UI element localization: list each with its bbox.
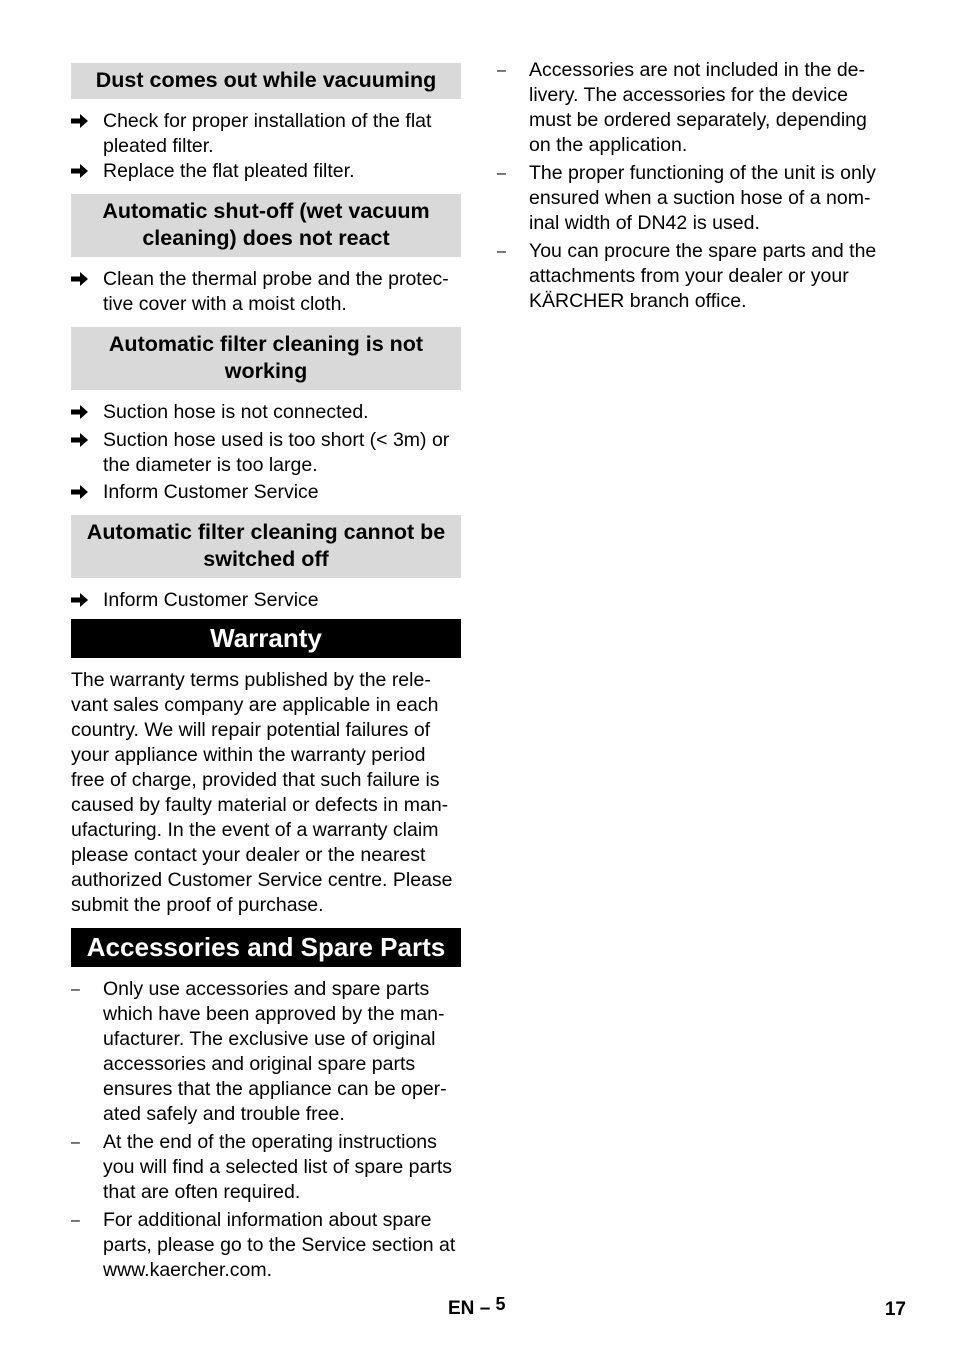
page-number: 17: [884, 1299, 906, 1320]
list-item: – The proper functioning of the unit is only ensured when a suction hose of a nom- inal width of DN42 is used.: [497, 162, 876, 234]
dash-marker: –: [497, 62, 506, 79]
list-item: – At the end of the operating instructions you will find a selected list of spare parts that are often required.: [71, 1131, 453, 1203]
right-notes-list: [497, 58, 889, 314]
list-item: – Only use accessories and spare parts which have been approved by the man- ufacturer. The exclusive use of original accessories and original spare parts ensures that the appliance can be oper- ated safely and trouble free.: [71, 978, 447, 1125]
dash-marker: –: [497, 243, 506, 260]
list-item: Clean the thermal probe and the protec- tive cover with a moist cloth.: [71, 267, 461, 317]
list-item: Suction hose used is too short (< 3m) or the diameter is too large.: [71, 428, 461, 478]
left-column: [71, 63, 461, 1283]
heading-auto-shutoff: Automatic shut-off (wet vacuum cleaning) does not react: [71, 194, 461, 257]
arrow-right-icon: [71, 588, 97, 613]
filter-cannot-switch-off-list: [71, 588, 461, 613]
dash-marker: –: [71, 981, 80, 998]
list-item: – For additional information about spare parts, please go to the Service section at www.kaercher.com.: [71, 1209, 456, 1281]
list-item: Inform Customer Service: [71, 588, 461, 613]
heading-warranty: Warranty: [71, 619, 461, 658]
list-item: – Accessories are not included in the de- livery. The accessories for the device must be ordered separately, depending on the application.: [497, 59, 867, 156]
footer-section-page: 5: [495, 1294, 506, 1314]
heading-filter-cannot-switch-off: Automatic filter cleaning cannot be switched off: [71, 515, 461, 578]
arrow-right-icon: [71, 400, 97, 425]
arrow-right-icon: [71, 480, 97, 505]
right-column: [497, 58, 889, 314]
filter-not-working-list: [71, 400, 461, 505]
footer-language: EN: [448, 1298, 475, 1319]
heading-accessories: Accessories and Spare Parts: [71, 928, 461, 967]
arrow-right-icon: [71, 267, 97, 292]
heading-dust-comes-out: Dust comes out while vacuuming: [71, 63, 461, 99]
arrow-right-icon: [71, 159, 97, 184]
footer-separator: –: [479, 1298, 491, 1319]
accessories-list: [71, 977, 461, 1283]
warranty-text: The warranty terms published by the rele- vant sales company are applicable in each country. We will repair potential failures of your appliance within the warranty period free of charge, provided that such failure is caused by faulty material or defects in man- ufacturing. In the event of a warranty claim please contact your dealer or the nearest authorized Customer Service centre. Please submit the proof of purchase.: [71, 669, 453, 916]
list-item: Check for proper installation of the flat pleated filter.: [71, 109, 461, 159]
dash-marker: –: [497, 165, 506, 182]
dash-marker: –: [71, 1212, 80, 1229]
heading-filter-cleaning-not-working: Automatic filter cleaning is not working: [71, 327, 461, 390]
arrow-right-icon: [71, 109, 97, 134]
shutoff-steps-list: [71, 267, 461, 317]
arrow-right-icon: [71, 428, 97, 453]
list-item: – You can procure the spare parts and the attachments from your dealer or your KÄRCHER branch office.: [497, 240, 877, 312]
list-item: Replace the flat pleated filter.: [71, 159, 461, 184]
dash-marker: –: [71, 1134, 80, 1151]
footer-section-label: [448, 1296, 506, 1321]
dust-steps-list: [71, 109, 461, 184]
list-item: Inform Customer Service: [71, 480, 461, 505]
list-item: Suction hose is not connected.: [71, 400, 461, 425]
